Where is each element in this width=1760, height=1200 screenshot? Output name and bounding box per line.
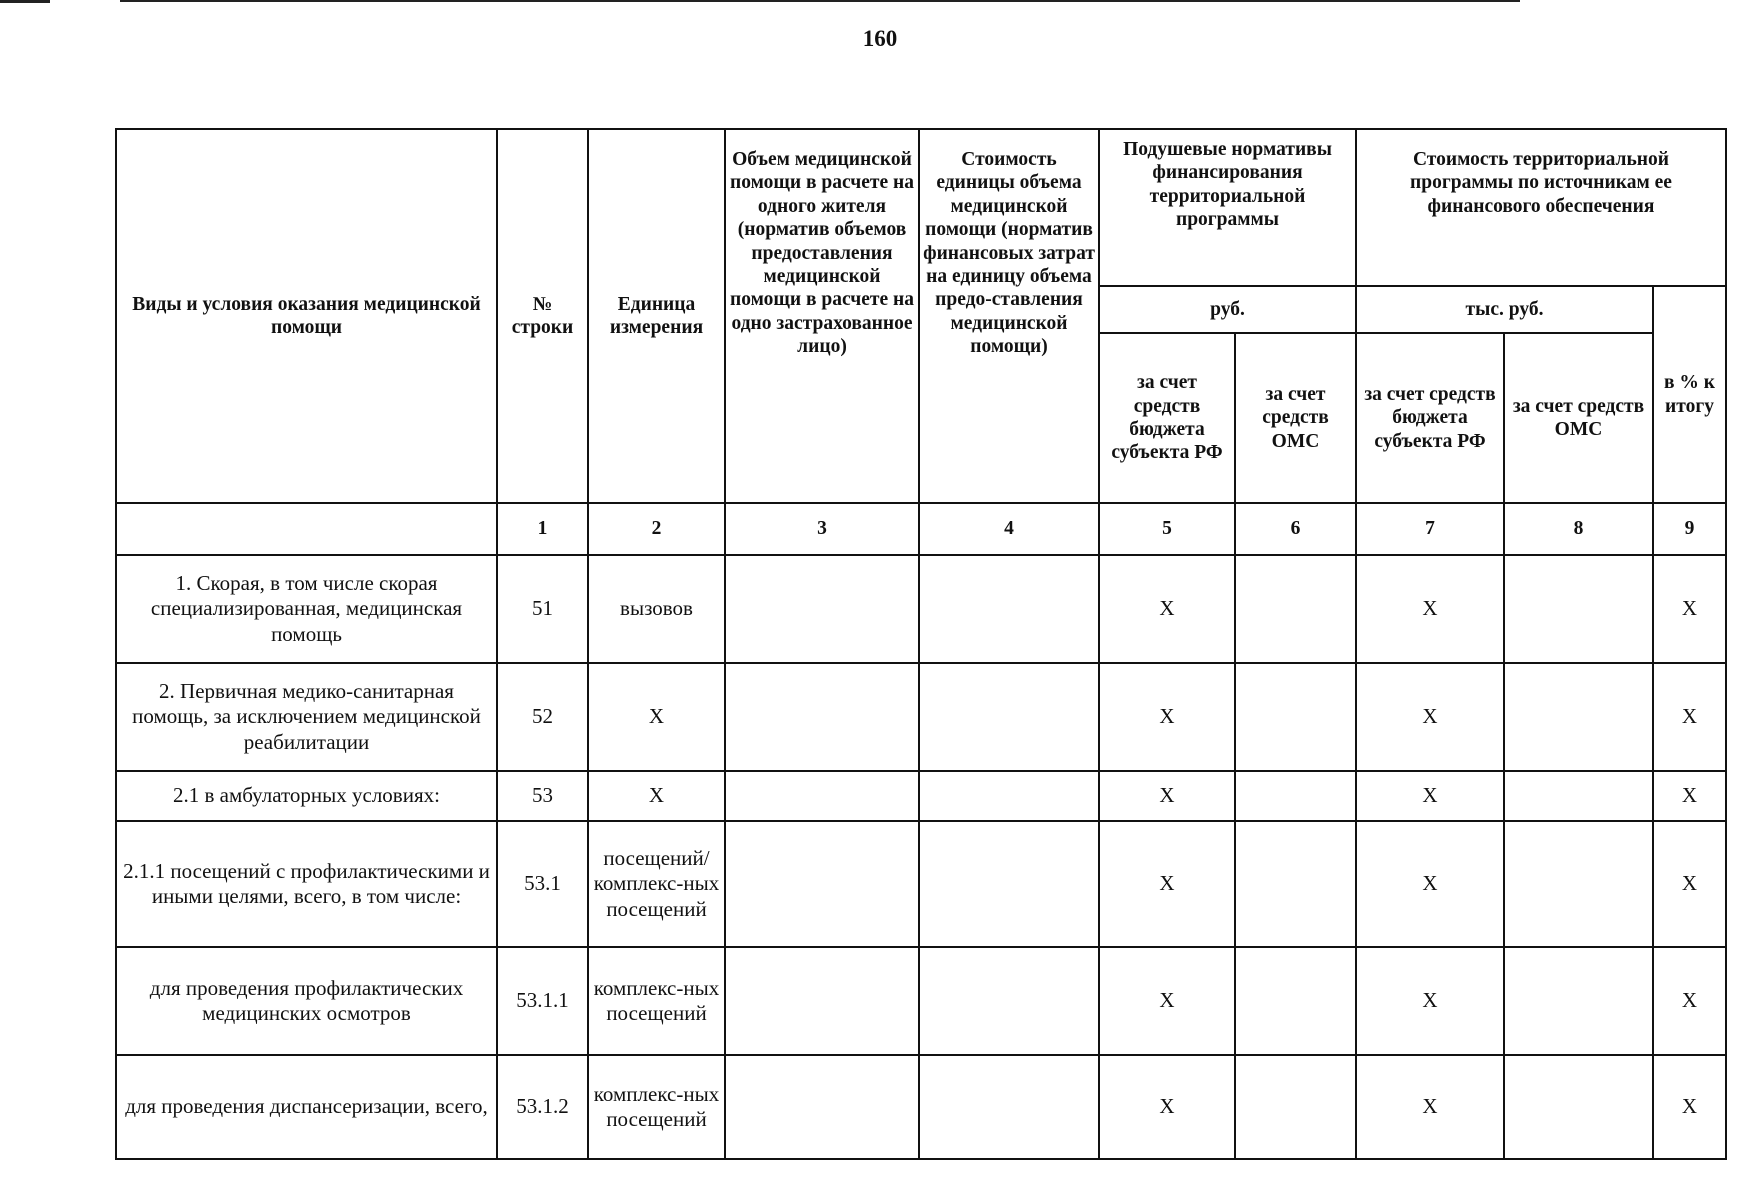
row-unit: посещений/ комплекс-ных посещений <box>588 821 725 947</box>
row-cell-3 <box>725 771 919 821</box>
header-rub: руб. <box>1099 286 1356 333</box>
row-cell-6 <box>1235 663 1356 771</box>
header-oms: за счет средств ОМС <box>1235 333 1356 503</box>
header-per-capita: Подушевые нормативы финансирования территориальной программы <box>1099 129 1356 286</box>
row-unit: X <box>588 771 725 821</box>
row-label: 1. Скорая, в том числе скорая специализированная, медицинская помощь <box>116 555 497 663</box>
top-rule-left <box>0 0 50 3</box>
row-cell-8 <box>1504 555 1653 663</box>
row-cell-3 <box>725 947 919 1055</box>
header-budget-rf-2: за счет средств бюджета субъекта РФ <box>1356 333 1504 503</box>
table-row <box>116 555 1726 663</box>
row-cell-5: X <box>1099 555 1235 663</box>
header-unit: Единица измерения <box>588 129 725 503</box>
row-cell-3 <box>725 555 919 663</box>
row-cell-5: X <box>1099 821 1235 947</box>
column-number: 1 <box>497 503 588 555</box>
header-cost: Стоимость единицы объема медицинской помощи (норматив финансовых затрат на единицу объема предо-ставления медицинской помощи) <box>919 129 1099 503</box>
column-number: 8 <box>1504 503 1653 555</box>
column-number: 6 <box>1235 503 1356 555</box>
row-cell-4 <box>919 663 1099 771</box>
column-number <box>116 503 497 555</box>
header-percent: в % к итогу <box>1653 286 1726 503</box>
row-cell-8 <box>1504 1055 1653 1159</box>
column-number: 2 <box>588 503 725 555</box>
row-cell-8 <box>1504 821 1653 947</box>
row-cell-4 <box>919 771 1099 821</box>
row-label: 2. Первичная медико-санитарная помощь, за исключением медицинской реабилитации <box>116 663 497 771</box>
row-cell-4 <box>919 555 1099 663</box>
header-program-cost: Стоимость территориальной программы по источникам ее финансового обеспечения <box>1356 129 1726 286</box>
row-cell-4 <box>919 821 1099 947</box>
header-volume: Объем медицинской помощи в расчете на одного жителя (норматив объемов предоставления медицинской помощи в расчете на одно застрахованное лицо) <box>725 129 919 503</box>
row-cell-5: X <box>1099 1055 1235 1159</box>
row-cell-6 <box>1235 1055 1356 1159</box>
row-number: 51 <box>497 555 588 663</box>
row-cell-6 <box>1235 771 1356 821</box>
page-number: 160 <box>862 26 898 51</box>
header-kind: Виды и условия оказания медицинской помощи <box>116 129 497 503</box>
row-unit: X <box>588 663 725 771</box>
row-label: для проведения профилактических медицинских осмотров <box>116 947 497 1055</box>
row-label: 2.1 в амбулаторных условиях: <box>116 771 497 821</box>
row-label: для проведения диспансеризации, всего, <box>116 1055 497 1159</box>
table-row <box>116 947 1726 1055</box>
funding-table <box>115 128 1727 1160</box>
row-cell-7: X <box>1356 555 1504 663</box>
column-number: 5 <box>1099 503 1235 555</box>
row-cell-3 <box>725 1055 919 1159</box>
row-cell-9: X <box>1653 1055 1726 1159</box>
column-number: 4 <box>919 503 1099 555</box>
row-number: 52 <box>497 663 588 771</box>
row-cell-5: X <box>1099 947 1235 1055</box>
header-oms-2: за счет средств ОМС <box>1504 333 1653 503</box>
table-row <box>116 1055 1726 1159</box>
row-cell-9: X <box>1653 821 1726 947</box>
row-number: 53.1 <box>497 821 588 947</box>
row-cell-7: X <box>1356 1055 1504 1159</box>
row-cell-5: X <box>1099 663 1235 771</box>
row-cell-9: X <box>1653 555 1726 663</box>
row-cell-5: X <box>1099 771 1235 821</box>
row-label: 2.1.1 посещений с профилактическими и иными целями, всего, в том числе: <box>116 821 497 947</box>
row-cell-3 <box>725 663 919 771</box>
row-number: 53.1.1 <box>497 947 588 1055</box>
header-thous-rub: тыс. руб. <box>1356 286 1653 333</box>
row-cell-6 <box>1235 947 1356 1055</box>
row-unit: комплекс-ных посещений <box>588 1055 725 1159</box>
row-number: 53.1.2 <box>497 1055 588 1159</box>
row-cell-4 <box>919 1055 1099 1159</box>
row-cell-6 <box>1235 555 1356 663</box>
header-row-no: № строки <box>497 129 588 503</box>
row-cell-9: X <box>1653 663 1726 771</box>
table-row <box>116 821 1726 947</box>
row-unit: вызовов <box>588 555 725 663</box>
row-cell-8 <box>1504 947 1653 1055</box>
row-number: 53 <box>497 771 588 821</box>
row-cell-8 <box>1504 663 1653 771</box>
row-cell-6 <box>1235 821 1356 947</box>
row-cell-9: X <box>1653 947 1726 1055</box>
row-cell-7: X <box>1356 821 1504 947</box>
top-rule <box>120 0 1520 2</box>
column-number-row <box>116 503 1726 555</box>
table-row <box>116 771 1726 821</box>
table-row <box>116 663 1726 771</box>
row-cell-7: X <box>1356 663 1504 771</box>
row-cell-8 <box>1504 771 1653 821</box>
header-budget-rf: за счет средств бюджета субъекта РФ <box>1099 333 1235 503</box>
column-number: 3 <box>725 503 919 555</box>
row-cell-3 <box>725 821 919 947</box>
row-unit: комплекс-ных посещений <box>588 947 725 1055</box>
row-cell-7: X <box>1356 947 1504 1055</box>
row-cell-9: X <box>1653 771 1726 821</box>
column-number: 7 <box>1356 503 1504 555</box>
row-cell-4 <box>919 947 1099 1055</box>
column-number: 9 <box>1653 503 1726 555</box>
row-cell-7: X <box>1356 771 1504 821</box>
